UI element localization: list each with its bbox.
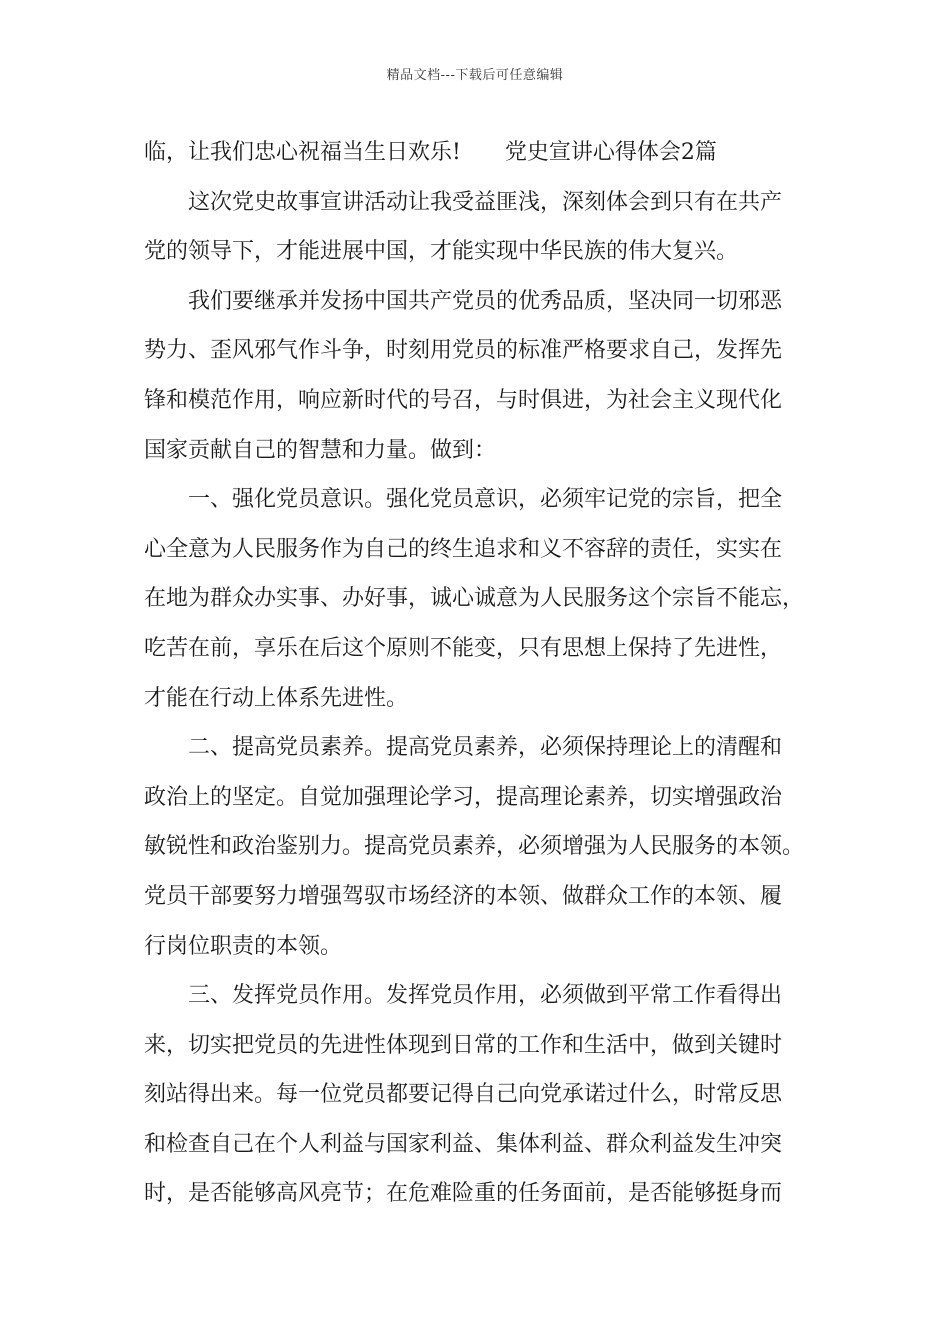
page-header: 精品文档---下载后可任意编辑 xyxy=(386,68,564,83)
text-line: 党的领导下，才能进展中国，才能实现中华民族的伟大复兴。 xyxy=(144,239,739,265)
text-line-segment: 临，让我们忠心祝福当生日欢乐! xyxy=(144,140,461,165)
paragraph-4 xyxy=(144,723,808,971)
document-body xyxy=(144,128,808,1219)
text-line: 刻站得出来。每一位党员都要记得自己向党承诺过什么，时常反思 xyxy=(144,1082,783,1108)
text-line: 和检查自己在个人利益与国家利益、集体利益、群众利益发生冲突 xyxy=(144,1131,783,1157)
text-line: 锋和模范作用，响应新时代的号召，与时俱进，为社会主义现代化 xyxy=(144,387,783,413)
text-line: 势力、歪风邪气作斗争，时刻用党员的标准严格要求自己，发挥先 xyxy=(144,338,783,364)
text-line: 这次党史故事宣讲活动让我受益匪浅，深刻体会到只有在共产 xyxy=(188,189,783,215)
text-line: 我们要继承并发扬中国共产党员的优秀品质，坚决同一切邪恶 xyxy=(188,288,783,314)
text-line: 在地为群众办实事、办好事，诚心诚意为人民服务这个宗旨不能忘， xyxy=(144,586,805,612)
text-line: 心全意为人民服务作为自己的终生追求和义不容辞的责任，实实在 xyxy=(144,536,783,562)
text-line: 国家贡献自己的智慧和力量。做到： xyxy=(144,437,497,463)
paragraph-3 xyxy=(144,475,808,723)
text-line: 政治上的坚定。自觉加强理论学习，提高理论素养，切实增强政治 xyxy=(144,784,783,810)
text-line: 才能在行动上体系先进性。 xyxy=(144,685,409,711)
text-line: 二、提高党员素养。提高党员素养，必须保持理论上的清醒和 xyxy=(188,735,783,761)
paragraph-5 xyxy=(144,971,808,1219)
text-line xyxy=(144,128,808,178)
paragraph-2 xyxy=(144,277,808,475)
paragraph-opening xyxy=(144,128,808,178)
text-line: 吃苦在前，享乐在后这个原则不能变，只有思想上保持了先进性， xyxy=(144,635,783,661)
paragraph-1 xyxy=(144,178,808,277)
text-line: 行岗位职责的本领。 xyxy=(144,933,343,959)
text-line: 党员干部要努力增强驾驭市场经济的本领、做群众工作的本领、履 xyxy=(144,883,783,909)
text-line: 来，切实把党员的先进性体现到日常的工作和生活中，做到关键时 xyxy=(144,1032,783,1058)
text-line: 三、发挥党员作用。发挥党员作用，必须做到平常工作看得出 xyxy=(188,983,783,1009)
document-title: 党史宣讲心得体会2篇 xyxy=(504,140,717,165)
text-line: 时，是否能够高风亮节；在危难险重的任务面前，是否能够挺身而 xyxy=(144,1181,783,1207)
text-line: 一、强化党员意识。强化党员意识，必须牢记党的宗旨，把全 xyxy=(188,487,783,513)
text-line: 敏锐性和政治鉴别力。提高党员素养，必须增强为人民服务的本领。 xyxy=(144,834,805,860)
